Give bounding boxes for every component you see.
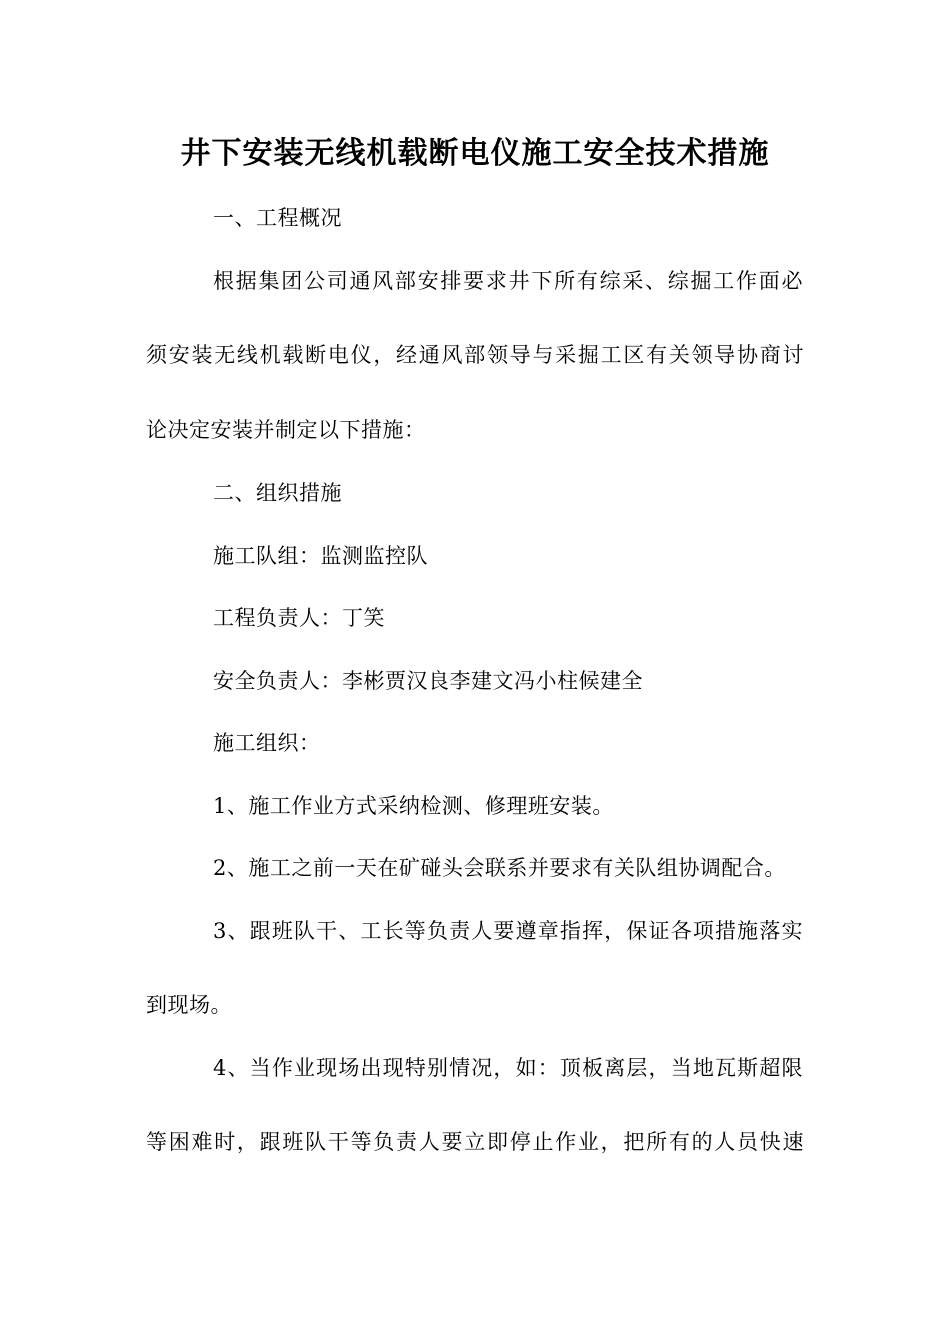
paragraph-line: 须安装无线机载断电仪，经通风部领导与采掘工区有关领导协商讨 — [146, 343, 804, 367]
list-item: 4、当作业现场出现特别情况，如：顶板离层，当地瓦斯超限 — [213, 1056, 803, 1080]
paragraph-line: 根据集团公司通风部安排要求井下所有综采、综掘工作面必 — [213, 269, 803, 293]
list-item: 1、施工作业方式采纳检测、修理班安装。 — [213, 794, 614, 818]
paragraph-line: 安全负责人：李彬贾汉良李建文冯小柱候建全 — [213, 669, 643, 693]
list-item-continuation: 到现场。 — [146, 993, 232, 1017]
list-item: 3、跟班队干、工长等负责人要遵章指挥，保证各项措施落实 — [213, 919, 803, 943]
paragraph-line: 论决定安装并制定以下措施： — [146, 418, 426, 442]
paragraph-line: 施工队组：监测监控队 — [213, 544, 428, 568]
document-title: 井下安装无线机载断电仪施工安全技术措施 — [180, 136, 770, 171]
list-item: 2、施工之前一天在矿碰头会联系并要求有关队组协调配合。 — [213, 856, 786, 880]
section-heading-organization: 二、组织措施 — [213, 481, 342, 505]
section-heading-project-overview: 一、工程概况 — [213, 206, 342, 230]
list-item-continuation: 等困难时，跟班队干等负责人要立即停止作业，把所有的人员快速 — [146, 1130, 804, 1154]
paragraph-line: 工程负责人：丁笑 — [213, 606, 385, 630]
paragraph-line: 施工组织： — [213, 731, 321, 755]
